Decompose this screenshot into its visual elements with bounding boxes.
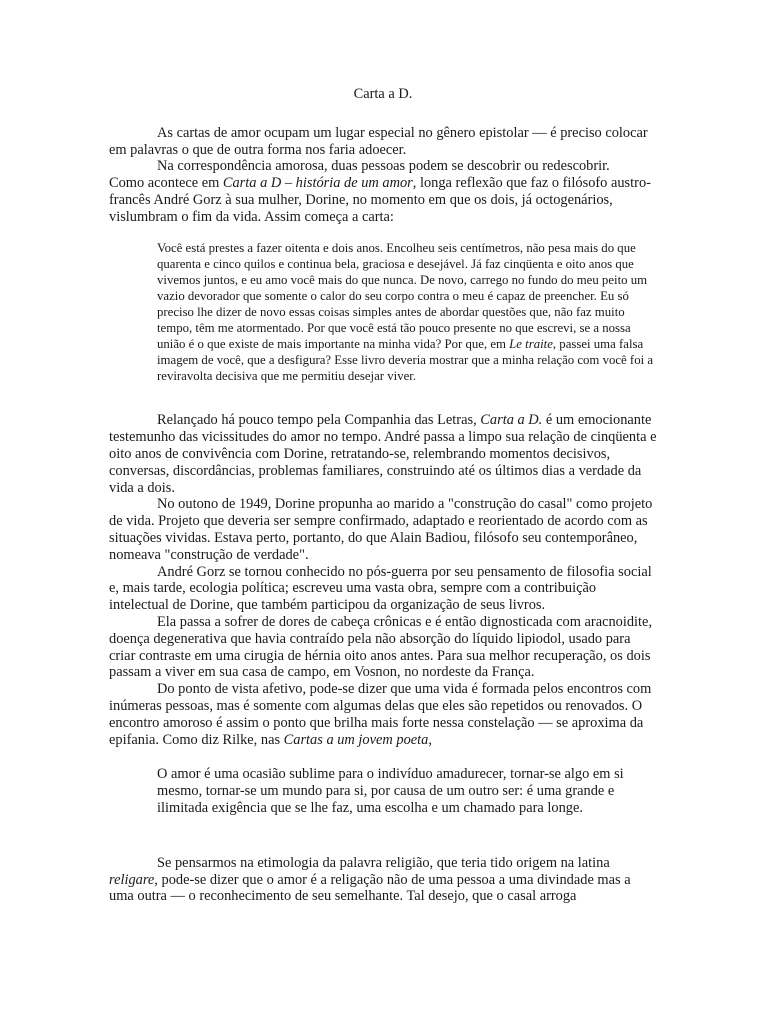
- paragraph-9-italic: religare: [109, 871, 155, 888]
- document-page: [109, 86, 657, 905]
- quote-1-text-cont: , passei uma falsa imagem de você, que a desfigura? Esse livro deveria mostrar que a minha relação com você foi a reviravolta decisiva que me permitiu desejar viver.: [157, 337, 654, 384]
- paragraph-5: No outono de 1949, Dorine propunha ao marido a "construção do casal" como projeto de vida. Projeto que deveria ser sempre confirmado, adaptado e reorientado de acordo com as situações vividas. Estava perto, portanto, do que Alain Badiou, filósofo seu contemporâneo, nomeava "construção de verdade".: [109, 496, 653, 563]
- page-title: Carta a D.: [353, 86, 413, 102]
- paragraph-9-text-cont: , pode-se dizer que o amor é a religação não de uma pessoa a uma divindade mas a uma outra — o reconhecimento de seu semelhante. Tal desejo, que o casal arroga: [109, 871, 631, 905]
- paragraph-1: As cartas de amor ocupam um lugar especial no gênero epistolar — é preciso colocar em palavras o que de outra forma nos faria adoecer.: [109, 124, 648, 158]
- block-quote-1: [157, 240, 655, 385]
- paragraph-7: Ela passa a sofrer de dores de cabeça crônicas e é então dignosticada com aracnoidite, doença degenerativa que havia contraído pela não absorção do líquido lipiodol, usado para criar contraste em uma cirugia de hérnia oito anos antes. Para sua melhor recuperação, os dois passam a viver em sua casa de campo, em Vosnon, no nordeste da França.: [109, 613, 653, 681]
- paragraph-9: [109, 855, 657, 905]
- book-title-italic: Carta a D – história de um amor: [222, 175, 413, 192]
- paragraph-8-italic: Cartas a um jovem poeta: [283, 731, 429, 748]
- paragraph-9-text: Se pensarmos na etimologia da palavra religião, que teria tido origem na latina: [157, 854, 610, 871]
- paragraph-8-text: Do ponto de vista afetivo, pode-se dizer que uma vida é formada pelos encontros com inúmeras pessoas, mas é somente com algumas delas que eles são repetidos ou renovados. O encontro amoroso é assim o ponto que brilha mais forte nessa constelação — se aproxima da epifania. Como diz Rilke, nas: [109, 681, 652, 748]
- block-quote-2: O amor é uma ocasião sublime para o indivíduo amadurecer, tornar-se algo em si mesmo, tornar-se um mundo para si, por causa de um outro ser: é uma grande e ilimitada exigência que se lhe faz, uma escolha e um chamado para longe.: [157, 766, 624, 816]
- paragraph-4-italic: Carta a D.: [480, 412, 543, 429]
- paragraph-3: [109, 175, 657, 225]
- paragraph-8-text-cont: ,: [428, 731, 432, 748]
- quote-1-italic: Le traite: [509, 337, 553, 352]
- paragraph-2: Na correspondência amorosa, duas pessoas podem se descobrir ou redescobrir.: [157, 158, 610, 175]
- quote-1-text: Você está prestes a fazer oitenta e dois anos. Encolheu seis centímetros, não pesa mais do que quarenta e cinco quilos e continua bela, graciosa e desejável. Já faz cinqüenta e oito anos que vivemos juntos, e eu amo você mais do que nunca. De novo, carrego no fundo do meu peito um vazio devorador que somente o calor do seu corpo contra o meu é capaz de preencher. Eu só preciso lhe dizer de novo essas coisas simples antes de abordar questões que, não faz muito tempo, têm me atormentado. Por que você está tão pouco presente no que escrevi, se a nossa união é o que existe de mais importante na minha vida? Por que, em: [157, 240, 648, 352]
- paragraph-4-text: Relançado há pouco tempo pela Companhia das Letras,: [157, 412, 481, 429]
- paragraph-4-text-cont: é um emocionante testemunho das vicissitudes do amor no tempo. André passa a limpo sua relação de cinqüenta e oito anos de convivência com Dorine, retratando-se, relembrando momentos decisivos, conversas, discordâncias, problemas familiares, construindo até os últimos dias a verdade da vida a dois.: [109, 412, 657, 496]
- paragraph-8: [109, 681, 657, 748]
- paragraph-4: [109, 412, 657, 496]
- paragraph-3-text-cont: , longa reflexão que faz o filósofo austro-francês André Gorz à sua mulher, Dorine, no momento em que os dois, já octogenários, vislumbram o fim da vida. Assim começa a carta:: [109, 175, 651, 225]
- paragraph-3-text: Como acontece em: [109, 175, 223, 192]
- paragraph-6: André Gorz se tornou conhecido no pós-guerra por seu pensamento de filosofia social e, mais tarde, ecologia política; escreveu uma vasta obra, sempre com a contribuição intelectual de Dorine, que também participou da organização de seus livros.: [109, 563, 652, 614]
